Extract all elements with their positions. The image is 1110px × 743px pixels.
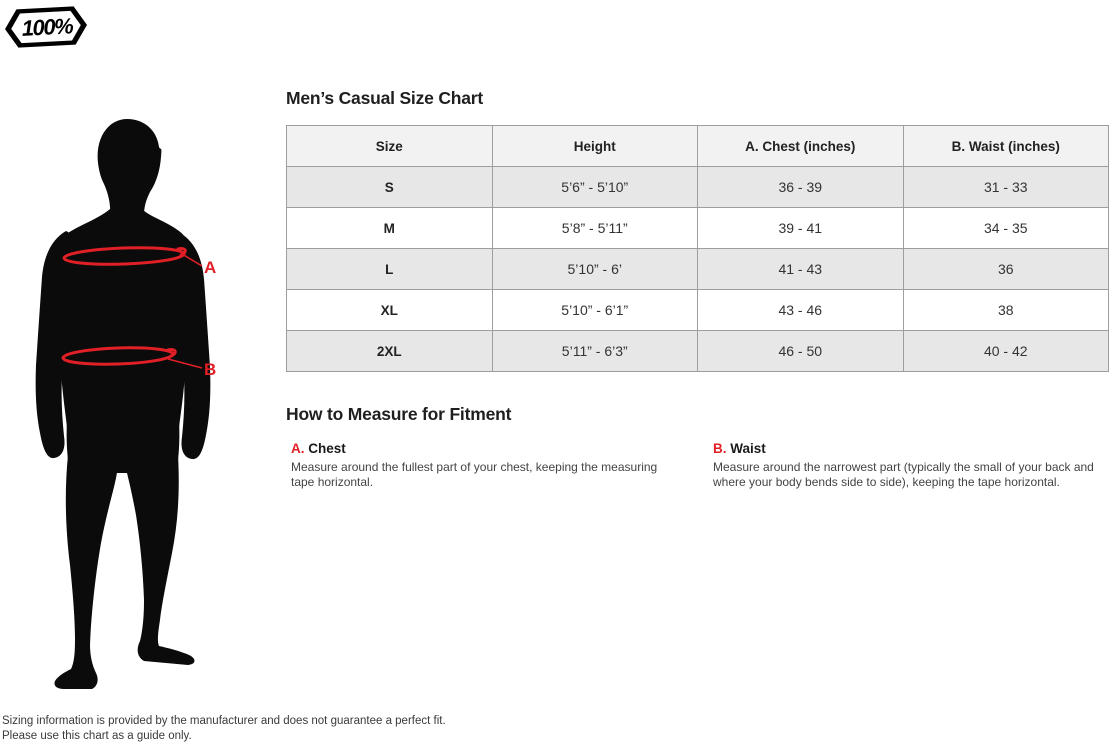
footer-line-1: Sizing information is provided by the manufacturer and does not guarantee a perfect fit.: [2, 714, 446, 729]
chest-cell: 41 - 43: [698, 249, 904, 290]
column-header-chest: A. Chest (inches): [698, 126, 904, 167]
table-header-row: [287, 126, 1109, 167]
chest-cell: 36 - 39: [698, 167, 904, 208]
measure-title-waist: [713, 440, 1109, 457]
size-chart-section: [286, 88, 1109, 490]
measure-name-chest: Chest: [308, 441, 346, 456]
measure-heading: How to Measure for Fitment: [286, 404, 1109, 425]
measure-name-waist: Waist: [730, 441, 766, 456]
measure-item-chest: [291, 440, 713, 490]
waist-label-b: B: [204, 360, 216, 379]
height-cell: 5’11” - 6’3”: [492, 331, 698, 372]
size-cell: XL: [287, 290, 493, 331]
measure-instructions: [286, 440, 1109, 490]
measure-key-a: A.: [291, 441, 305, 456]
measure-key-b: B.: [713, 441, 727, 456]
chest-cell: 39 - 41: [698, 208, 904, 249]
chest-cell: 46 - 50: [698, 331, 904, 372]
chest-label-a: A: [204, 258, 216, 277]
measure-description-chest: Measure around the fullest part of your chest, keeping the measuring tape horizontal.: [291, 460, 663, 490]
waist-cell: 38: [903, 290, 1109, 331]
measure-description-waist: Measure around the narrowest part (typically the small of your back and where your body bends side to side), keeping the tape horizontal.: [713, 460, 1105, 490]
table-row-xl: [287, 290, 1109, 331]
waist-cell: 40 - 42: [903, 331, 1109, 372]
waist-cell: 34 - 35: [903, 208, 1109, 249]
column-header-waist: B. Waist (inches): [903, 126, 1109, 167]
measure-item-waist: [713, 440, 1109, 490]
size-chart-table: [286, 125, 1109, 372]
table-row-l: [287, 249, 1109, 290]
column-header-size: Size: [287, 126, 493, 167]
waist-cell: 31 - 33: [903, 167, 1109, 208]
height-cell: 5’8” - 5’11”: [492, 208, 698, 249]
height-cell: 5’10” - 6’1”: [492, 290, 698, 331]
height-cell: 5’6” - 5’10”: [492, 167, 698, 208]
body-silhouette-figure: [10, 105, 260, 695]
page-title: Men’s Casual Size Chart: [286, 88, 1109, 109]
table-row-s: [287, 167, 1109, 208]
chest-cell: 43 - 46: [698, 290, 904, 331]
size-cell: M: [287, 208, 493, 249]
footer-disclaimer: [2, 714, 446, 743]
measure-title-chest: [291, 440, 713, 457]
table-row-2xl: [287, 331, 1109, 372]
waist-cell: 36: [903, 249, 1109, 290]
size-cell: L: [287, 249, 493, 290]
silhouette-shape: [36, 119, 211, 689]
table-row-m: [287, 208, 1109, 249]
size-cell: 2XL: [287, 331, 493, 372]
size-cell: S: [287, 167, 493, 208]
column-header-height: Height: [492, 126, 698, 167]
footer-line-2: Please use this chart as a guide only.: [2, 729, 446, 743]
brand-logo-text: 100%: [21, 13, 74, 41]
height-cell: 5’10” - 6’: [492, 249, 698, 290]
brand-logo: [4, 3, 88, 51]
